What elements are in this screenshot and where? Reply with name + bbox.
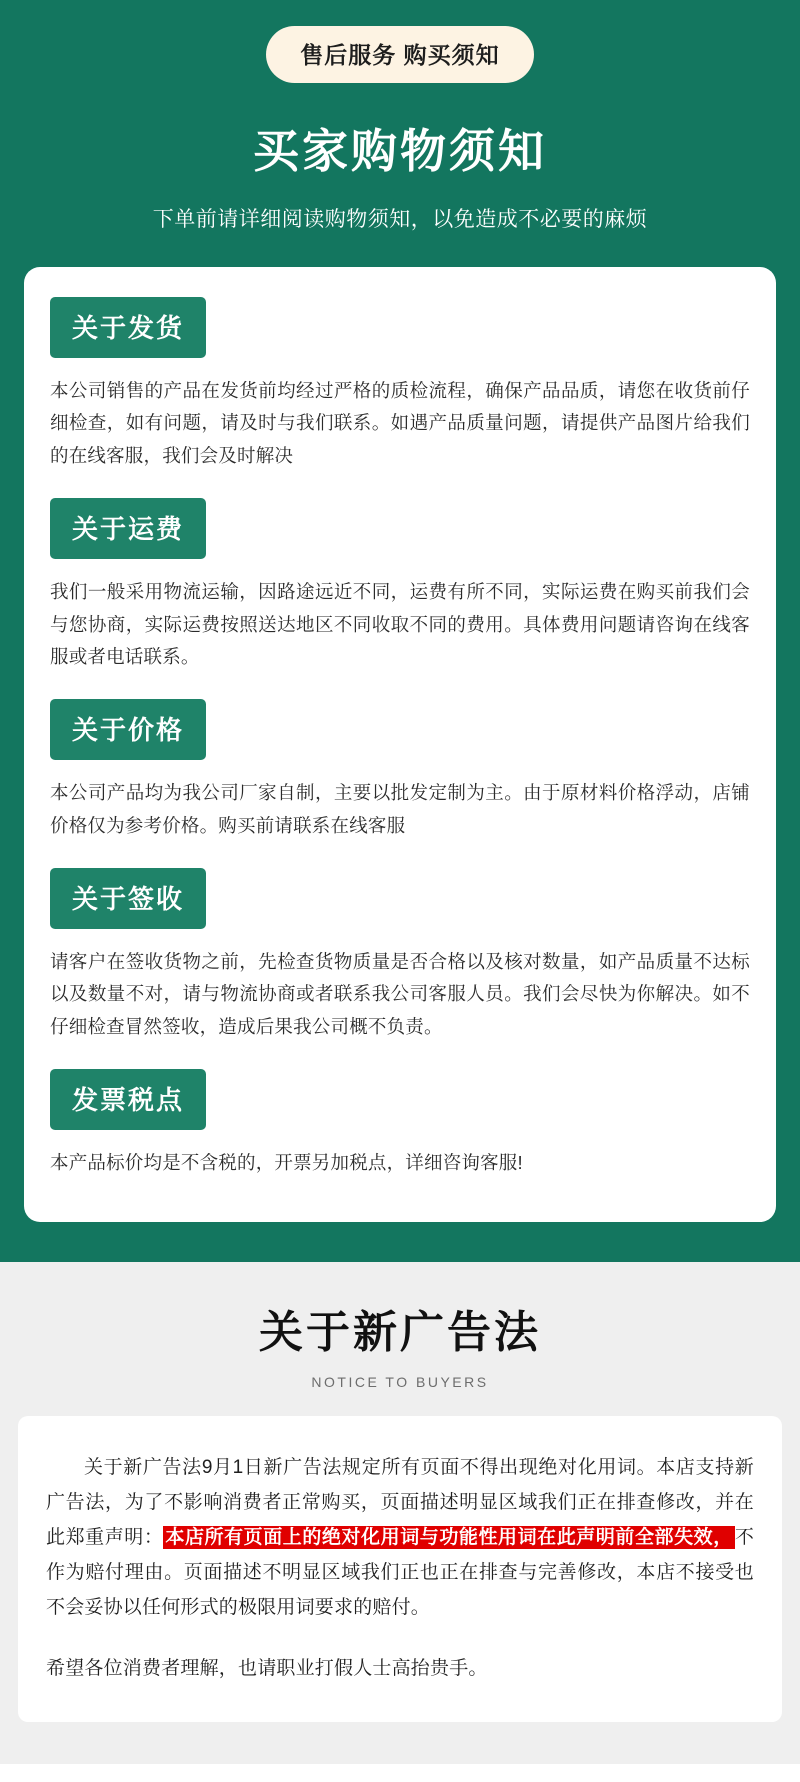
law-text-highlight: 本店所有页面上的绝对化用词与功能性用词在此声明前全部失效， <box>165 1526 733 1548</box>
law-text-before: 关于新广告法9月1日新广告法规定所有页面不得出现绝对化用词。本店支持新广告法，为了不影响消费者正常购买，页面描述明显区域我们正在排查修改，并在此郑重声明： <box>46 1456 754 1548</box>
advertising-law-section <box>0 1262 800 1765</box>
notice-block-invoice <box>50 1069 750 1179</box>
law-paragraph-main <box>46 1450 754 1626</box>
notice-block-tag: 关于发货 <box>50 297 206 358</box>
notice-block-tag: 关于价格 <box>50 699 206 760</box>
page-title: 买家购物须知 <box>253 125 547 177</box>
notice-block-body: 本公司销售的产品在发货前均经过严格的质检流程，确保产品品质，请您在收货前仔细检查，如有问题，请及时与我们联系。如遇产品质量问题，请提供产品图片给我们的在线客服，我们会及时解决 <box>50 380 750 466</box>
notice-block-tag: 关于签收 <box>50 868 206 929</box>
law-subtitle: NOTICE TO BUYERS <box>311 1373 489 1390</box>
law-card <box>18 1416 782 1723</box>
service-pill-badge: 售后服务 购买须知 <box>266 26 533 83</box>
page-subtitle: 下单前请详细阅读购物须知，以免造成不必要的麻烦 <box>152 208 648 231</box>
notice-block-price <box>50 699 750 842</box>
law-text-after: 不作为赔付理由。页面描述不明显区域我们正也正在排查与完善修改，本店不接受也不会妥协以任何形式的极限用词要求的赔付。 <box>46 1526 755 1619</box>
law-paragraph-closing: 希望各位消费者理解，也请职业打假人士高抬贵手。 <box>46 1658 488 1680</box>
notice-block-tag: 关于运费 <box>50 498 206 559</box>
notice-block-body: 我们一般采用物流运输，因路途远近不同，运费有所不同，实际运费在购买前我们会与您协商，实际运费按照送达地区不同收取不同的费用。具体费用问题请咨询在线客服或者电话联系。 <box>50 581 750 667</box>
notice-block-tag: 发票税点 <box>50 1069 206 1130</box>
notice-block-shipping <box>50 297 750 472</box>
notice-block-body: 本产品标价均是不含税的，开票另加税点，详细咨询客服! <box>50 1152 523 1174</box>
law-title: 关于新广告法 <box>259 1307 541 1357</box>
notice-block-body: 本公司产品均为我公司厂家自制，主要以批发定制为主。由于原材料价格浮动，店铺价格仅为参考价格。购买前请联系在线客服 <box>50 782 750 836</box>
notice-block-receipt <box>50 868 750 1043</box>
pill-container <box>0 26 800 83</box>
notice-block-freight <box>50 498 750 673</box>
notice-card <box>24 267 776 1222</box>
notice-block-body: 请客户在签收货物之前，先检查货物质量是否合格以及核对数量，如产品质量不达标以及数量不对，请与物流协商或者联系我公司客服人员。我们会尽快为你解决。如不仔细检查冒然签收，造成后果我公司概不负责。 <box>50 951 750 1037</box>
